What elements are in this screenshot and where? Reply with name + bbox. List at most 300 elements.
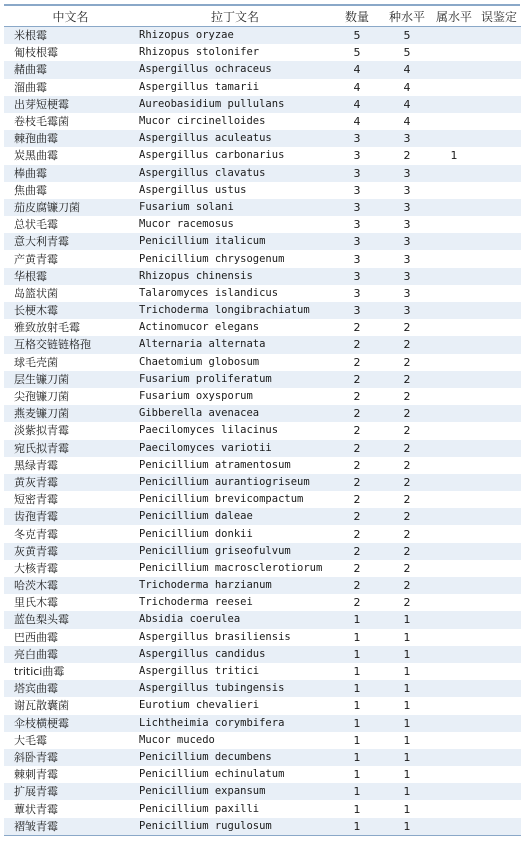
cell-latin-name: Rhizopus chinensis (137, 268, 331, 285)
cell-latin-name: Eurotium chevalieri (137, 697, 331, 714)
cell-misidentified (477, 818, 521, 836)
table-row (4, 543, 521, 560)
table-row (4, 715, 521, 732)
cell-chinese-name: 棘刺青霉 (4, 766, 137, 783)
cell-misidentified (477, 800, 521, 817)
cell-species-level: 1 (383, 697, 431, 714)
cell-species-level: 2 (383, 525, 431, 542)
cell-genus-level (431, 732, 477, 749)
cell-count: 1 (331, 715, 383, 732)
cell-misidentified (477, 250, 521, 267)
cell-count: 2 (331, 508, 383, 525)
cell-chinese-name: 大毛霉 (4, 732, 137, 749)
header-genus-level: 属水平 (431, 6, 477, 27)
cell-species-level: 3 (383, 182, 431, 199)
cell-chinese-name: 米根霉 (4, 27, 137, 45)
cell-genus-level (431, 130, 477, 147)
cell-chinese-name: 茄皮腐镰刀菌 (4, 199, 137, 216)
cell-misidentified (477, 560, 521, 577)
table-row (4, 302, 521, 319)
cell-species-level: 2 (383, 422, 431, 439)
cell-misidentified (477, 96, 521, 113)
cell-genus-level (431, 182, 477, 199)
cell-genus-level (431, 663, 477, 680)
cell-species-level: 1 (383, 800, 431, 817)
cell-chinese-name: 里氏木霉 (4, 594, 137, 611)
cell-latin-name: Aspergillus ustus (137, 182, 331, 199)
cell-chinese-name: 黄灰青霉 (4, 474, 137, 491)
cell-misidentified (477, 422, 521, 439)
cell-count: 2 (331, 577, 383, 594)
cell-misidentified (477, 457, 521, 474)
cell-latin-name: Aspergillus tritici (137, 663, 331, 680)
cell-misidentified (477, 491, 521, 508)
cell-misidentified (477, 182, 521, 199)
cell-latin-name: Aspergillus ochraceus (137, 61, 331, 78)
cell-misidentified (477, 629, 521, 646)
cell-count: 2 (331, 543, 383, 560)
cell-misidentified (477, 508, 521, 525)
cell-misidentified (477, 233, 521, 250)
cell-species-level: 2 (383, 336, 431, 353)
table-row (4, 130, 521, 147)
cell-misidentified (477, 749, 521, 766)
cell-chinese-name: 匍枝根霉 (4, 44, 137, 61)
table-row (4, 560, 521, 577)
table-row (4, 646, 521, 663)
cell-genus-level (431, 818, 477, 836)
table-row (4, 44, 521, 61)
cell-genus-level (431, 440, 477, 457)
cell-species-level: 2 (383, 594, 431, 611)
cell-genus-level (431, 27, 477, 45)
cell-misidentified (477, 474, 521, 491)
cell-species-level: 3 (383, 199, 431, 216)
cell-genus-level (431, 766, 477, 783)
table-body (4, 27, 521, 836)
cell-species-level: 4 (383, 113, 431, 130)
cell-latin-name: Alternaria alternata (137, 336, 331, 353)
cell-latin-name: Penicillium atramentosum (137, 457, 331, 474)
cell-misidentified (477, 405, 521, 422)
cell-chinese-name: 赭曲霉 (4, 61, 137, 78)
table-row (4, 629, 521, 646)
cell-count: 3 (331, 199, 383, 216)
cell-chinese-name: 大核青霉 (4, 560, 137, 577)
cell-count: 1 (331, 611, 383, 628)
cell-chinese-name: 意大利青霉 (4, 233, 137, 250)
cell-genus-level (431, 749, 477, 766)
table-row (4, 663, 521, 680)
cell-genus-level (431, 165, 477, 182)
cell-misidentified (477, 577, 521, 594)
cell-genus-level (431, 543, 477, 560)
cell-species-level: 3 (383, 130, 431, 147)
cell-misidentified (477, 113, 521, 130)
cell-genus-level (431, 388, 477, 405)
cell-count: 1 (331, 766, 383, 783)
cell-species-level: 2 (383, 147, 431, 164)
cell-genus-level (431, 250, 477, 267)
cell-latin-name: Penicillium griseofulvum (137, 543, 331, 560)
cell-genus-level (431, 79, 477, 96)
table-row (4, 405, 521, 422)
table-row (4, 611, 521, 628)
cell-misidentified (477, 766, 521, 783)
cell-count: 1 (331, 783, 383, 800)
cell-species-level: 1 (383, 715, 431, 732)
cell-chinese-name: 灰黄青霉 (4, 543, 137, 560)
cell-genus-level (431, 354, 477, 371)
cell-chinese-name: 伞枝横梗霉 (4, 715, 137, 732)
cell-count: 1 (331, 800, 383, 817)
table-row (4, 732, 521, 749)
cell-latin-name: Penicillium expansum (137, 783, 331, 800)
cell-misidentified (477, 147, 521, 164)
cell-chinese-name: 哈茨木霉 (4, 577, 137, 594)
table-row (4, 285, 521, 302)
table-row (4, 250, 521, 267)
cell-count: 1 (331, 646, 383, 663)
cell-latin-name: Penicillium macrosclerotiorum (137, 560, 331, 577)
cell-chinese-name: 棒曲霉 (4, 165, 137, 182)
cell-chinese-name: 扩展青霉 (4, 783, 137, 800)
cell-count: 2 (331, 440, 383, 457)
cell-species-level: 1 (383, 646, 431, 663)
table-row (4, 440, 521, 457)
cell-misidentified (477, 216, 521, 233)
cell-count: 3 (331, 302, 383, 319)
table-row (4, 61, 521, 78)
cell-genus-level (431, 680, 477, 697)
cell-species-level: 1 (383, 611, 431, 628)
table-row (4, 268, 521, 285)
cell-count: 5 (331, 27, 383, 45)
cell-chinese-name: 棘孢曲霉 (4, 130, 137, 147)
cell-misidentified (477, 199, 521, 216)
cell-latin-name: Aspergillus tubingensis (137, 680, 331, 697)
table-row (4, 147, 521, 164)
cell-species-level: 2 (383, 405, 431, 422)
cell-latin-name: Trichoderma reesei (137, 594, 331, 611)
cell-genus-level (431, 697, 477, 714)
cell-latin-name: Aspergillus aculeatus (137, 130, 331, 147)
cell-count: 4 (331, 113, 383, 130)
cell-count: 1 (331, 749, 383, 766)
cell-genus-level (431, 405, 477, 422)
cell-latin-name: Mucor racemosus (137, 216, 331, 233)
cell-count: 3 (331, 285, 383, 302)
cell-genus-level (431, 319, 477, 336)
cell-species-level: 1 (383, 783, 431, 800)
cell-misidentified (477, 594, 521, 611)
cell-genus-level (431, 577, 477, 594)
cell-count: 2 (331, 474, 383, 491)
cell-chinese-name: 互格交链链格孢 (4, 336, 137, 353)
cell-count: 2 (331, 457, 383, 474)
cell-species-level: 1 (383, 629, 431, 646)
cell-chinese-name: 焦曲霉 (4, 182, 137, 199)
cell-genus-level (431, 715, 477, 732)
cell-species-level: 2 (383, 560, 431, 577)
cell-count: 3 (331, 250, 383, 267)
cell-chinese-name: 球毛壳菌 (4, 354, 137, 371)
table-row (4, 422, 521, 439)
table-row (4, 388, 521, 405)
cell-chinese-name: 斜卧青霉 (4, 749, 137, 766)
table-row (4, 113, 521, 130)
cell-genus-level (431, 474, 477, 491)
cell-misidentified (477, 302, 521, 319)
cell-latin-name: Gibberella avenacea (137, 405, 331, 422)
cell-chinese-name: 塔宾曲霉 (4, 680, 137, 697)
cell-genus-level (431, 233, 477, 250)
table-row (4, 525, 521, 542)
cell-count: 3 (331, 233, 383, 250)
cell-genus-level (431, 302, 477, 319)
cell-count: 4 (331, 96, 383, 113)
cell-latin-name: Fusarium solani (137, 199, 331, 216)
cell-genus-level (431, 560, 477, 577)
cell-chinese-name: 冬克青霉 (4, 525, 137, 542)
cell-misidentified (477, 646, 521, 663)
cell-count: 1 (331, 732, 383, 749)
cell-misidentified (477, 354, 521, 371)
cell-genus-level (431, 508, 477, 525)
cell-count: 2 (331, 354, 383, 371)
cell-latin-name: Trichoderma longibrachiatum (137, 302, 331, 319)
cell-genus-level (431, 457, 477, 474)
cell-genus-level (431, 285, 477, 302)
cell-misidentified (477, 715, 521, 732)
cell-count: 2 (331, 336, 383, 353)
cell-genus-level (431, 216, 477, 233)
table-row (4, 27, 521, 45)
cell-chinese-name: 齿孢青霉 (4, 508, 137, 525)
cell-misidentified (477, 440, 521, 457)
cell-latin-name: Penicillium echinulatum (137, 766, 331, 783)
cell-latin-name: Mucor mucedo (137, 732, 331, 749)
cell-species-level: 2 (383, 457, 431, 474)
table-row (4, 199, 521, 216)
cell-misidentified (477, 336, 521, 353)
cell-count: 5 (331, 44, 383, 61)
cell-genus-level (431, 629, 477, 646)
species-table (4, 6, 521, 836)
cell-count: 2 (331, 525, 383, 542)
cell-species-level: 3 (383, 268, 431, 285)
table-row (4, 818, 521, 836)
cell-chinese-name: 亮白曲霉 (4, 646, 137, 663)
cell-latin-name: Aspergillus brasiliensis (137, 629, 331, 646)
cell-species-level: 1 (383, 732, 431, 749)
cell-misidentified (477, 680, 521, 697)
cell-misidentified (477, 388, 521, 405)
cell-latin-name: Absidia coerulea (137, 611, 331, 628)
cell-misidentified (477, 27, 521, 45)
cell-genus-level (431, 422, 477, 439)
table-row (4, 491, 521, 508)
table-row (4, 371, 521, 388)
cell-genus-level (431, 199, 477, 216)
cell-chinese-name: tritici曲霉 (4, 663, 137, 680)
header-row (4, 6, 521, 27)
cell-chinese-name: 巴西曲霉 (4, 629, 137, 646)
cell-species-level: 2 (383, 543, 431, 560)
cell-latin-name: Aspergillus carbonarius (137, 147, 331, 164)
species-table-container (4, 4, 520, 836)
cell-chinese-name: 层生镰刀菌 (4, 371, 137, 388)
cell-latin-name: Aspergillus candidus (137, 646, 331, 663)
cell-count: 1 (331, 663, 383, 680)
cell-chinese-name: 尖孢镰刀菌 (4, 388, 137, 405)
header-latin-name: 拉丁文名 (137, 6, 331, 27)
cell-count: 2 (331, 371, 383, 388)
table-row (4, 800, 521, 817)
table-row (4, 577, 521, 594)
cell-count: 2 (331, 422, 383, 439)
cell-latin-name: Rhizopus oryzae (137, 27, 331, 45)
cell-species-level: 2 (383, 474, 431, 491)
cell-genus-level (431, 371, 477, 388)
cell-misidentified (477, 525, 521, 542)
cell-chinese-name: 出芽短梗霉 (4, 96, 137, 113)
cell-species-level: 2 (383, 577, 431, 594)
table-row (4, 508, 521, 525)
cell-count: 4 (331, 79, 383, 96)
cell-species-level: 3 (383, 285, 431, 302)
cell-latin-name: Paecilomyces variotii (137, 440, 331, 457)
cell-latin-name: Penicillium aurantiogriseum (137, 474, 331, 491)
header-chinese-name: 中文名 (4, 6, 137, 27)
cell-count: 2 (331, 491, 383, 508)
cell-misidentified (477, 165, 521, 182)
table-row (4, 594, 521, 611)
table-row (4, 319, 521, 336)
cell-genus-level (431, 800, 477, 817)
table-row (4, 766, 521, 783)
cell-chinese-name: 褶皱青霉 (4, 818, 137, 836)
cell-misidentified (477, 732, 521, 749)
cell-chinese-name: 谢瓦散囊菌 (4, 697, 137, 714)
cell-count: 4 (331, 61, 383, 78)
cell-count: 1 (331, 697, 383, 714)
header-count: 数量 (331, 6, 383, 27)
cell-latin-name: Penicillium rugulosum (137, 818, 331, 836)
cell-chinese-name: 炭黑曲霉 (4, 147, 137, 164)
cell-misidentified (477, 61, 521, 78)
table-row (4, 749, 521, 766)
table-row (4, 783, 521, 800)
cell-species-level: 2 (383, 388, 431, 405)
cell-latin-name: Aspergillus tamarii (137, 79, 331, 96)
cell-genus-level (431, 525, 477, 542)
cell-species-level: 1 (383, 680, 431, 697)
cell-species-level: 1 (383, 749, 431, 766)
cell-count: 3 (331, 147, 383, 164)
cell-misidentified (477, 268, 521, 285)
cell-latin-name: Actinomucor elegans (137, 319, 331, 336)
table-row (4, 165, 521, 182)
cell-count: 1 (331, 680, 383, 697)
cell-species-level: 5 (383, 27, 431, 45)
cell-misidentified (477, 543, 521, 560)
cell-genus-level (431, 96, 477, 113)
cell-chinese-name: 总状毛霉 (4, 216, 137, 233)
cell-chinese-name: 宛氏拟青霉 (4, 440, 137, 457)
cell-latin-name: Mucor circinelloides (137, 113, 331, 130)
cell-latin-name: Penicillium italicum (137, 233, 331, 250)
cell-species-level: 5 (383, 44, 431, 61)
cell-species-level: 3 (383, 165, 431, 182)
cell-chinese-name: 溜曲霉 (4, 79, 137, 96)
cell-chinese-name: 长梗木霉 (4, 302, 137, 319)
cell-species-level: 2 (383, 354, 431, 371)
table-row (4, 354, 521, 371)
cell-genus-level (431, 113, 477, 130)
cell-misidentified (477, 130, 521, 147)
cell-latin-name: Trichoderma harzianum (137, 577, 331, 594)
table-header (4, 6, 521, 27)
cell-species-level: 1 (383, 818, 431, 836)
cell-species-level: 2 (383, 440, 431, 457)
cell-species-level: 4 (383, 96, 431, 113)
table-row (4, 336, 521, 353)
table-row (4, 182, 521, 199)
cell-species-level: 2 (383, 491, 431, 508)
cell-misidentified (477, 697, 521, 714)
cell-species-level: 2 (383, 508, 431, 525)
cell-count: 2 (331, 560, 383, 577)
cell-species-level: 3 (383, 302, 431, 319)
header-misidentified: 误鉴定 (477, 6, 521, 27)
table-row (4, 233, 521, 250)
cell-count: 2 (331, 388, 383, 405)
cell-chinese-name: 短密青霉 (4, 491, 137, 508)
cell-misidentified (477, 79, 521, 96)
table-row (4, 697, 521, 714)
cell-species-level: 1 (383, 766, 431, 783)
cell-count: 3 (331, 165, 383, 182)
cell-chinese-name: 产黄青霉 (4, 250, 137, 267)
cell-misidentified (477, 371, 521, 388)
cell-latin-name: Chaetomium globosum (137, 354, 331, 371)
cell-latin-name: Penicillium decumbens (137, 749, 331, 766)
cell-latin-name: Aureobasidium pullulans (137, 96, 331, 113)
cell-count: 3 (331, 268, 383, 285)
cell-count: 2 (331, 594, 383, 611)
cell-species-level: 3 (383, 216, 431, 233)
cell-misidentified (477, 663, 521, 680)
cell-chinese-name: 雅致放射毛霉 (4, 319, 137, 336)
cell-misidentified (477, 44, 521, 61)
cell-count: 3 (331, 130, 383, 147)
cell-genus-level (431, 783, 477, 800)
cell-genus-level (431, 336, 477, 353)
cell-genus-level (431, 61, 477, 78)
cell-genus-level (431, 491, 477, 508)
table-row (4, 680, 521, 697)
cell-misidentified (477, 319, 521, 336)
cell-species-level: 2 (383, 319, 431, 336)
cell-chinese-name: 淡紫拟青霉 (4, 422, 137, 439)
cell-chinese-name: 蓝色梨头霉 (4, 611, 137, 628)
cell-latin-name: Lichtheimia corymbifera (137, 715, 331, 732)
cell-latin-name: Paecilomyces lilacinus (137, 422, 331, 439)
cell-misidentified (477, 285, 521, 302)
header-species-level: 种水平 (383, 6, 431, 27)
cell-chinese-name: 燕麦镰刀菌 (4, 405, 137, 422)
